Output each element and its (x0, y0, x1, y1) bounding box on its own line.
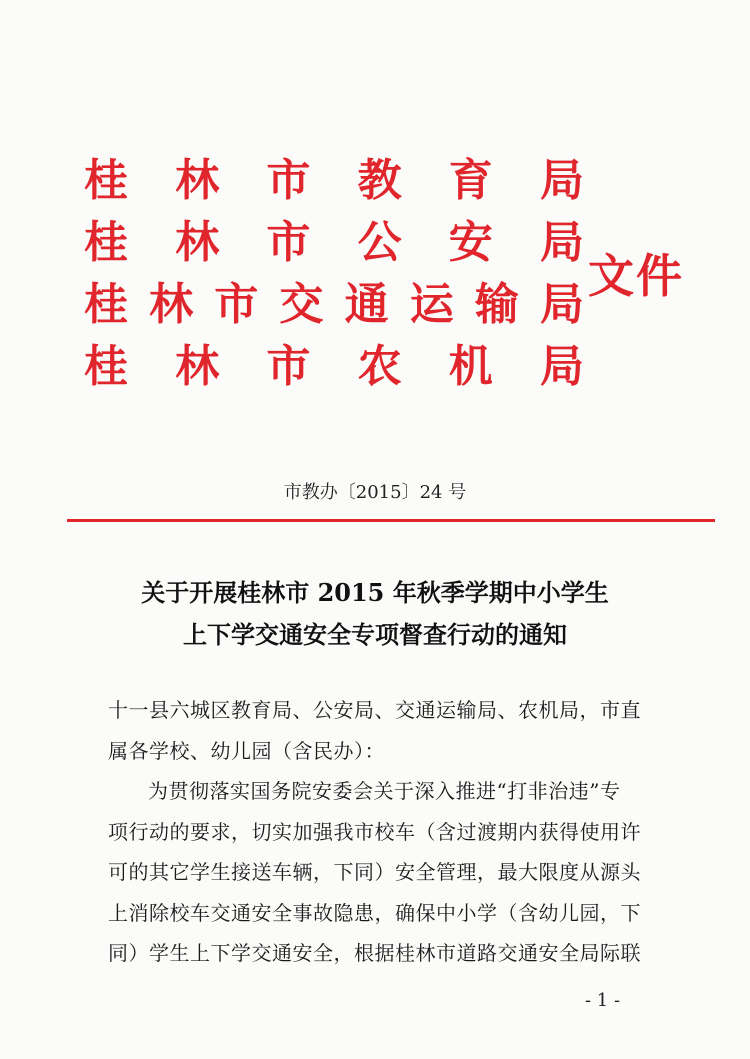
issuer-public-security-bureau: 桂 林 市 公 安 局 (84, 217, 584, 268)
document-number: 市教办〔2015〕24 号 (283, 482, 467, 503)
title-line-2: 上下学交通安全专项督查行动的通知 (183, 620, 567, 649)
document-label: 文件 (588, 249, 684, 303)
notice-title (0, 572, 750, 656)
body-line: 为贯彻落实国务院安委会关于深入推进“打非治违”专 (148, 779, 621, 803)
body-line: 上消除校车交通安全事故隐患，确保中小学（含幼儿园，下 (108, 900, 641, 925)
issuer-education-bureau: 桂 林 市 教 育 局 (84, 155, 584, 206)
issuing-authorities (84, 150, 584, 398)
body-line: 十一县六城区教育局、公安局、交通运输局、农机局，市直 (108, 698, 641, 722)
page-number: - 1 - (585, 990, 621, 1011)
title-line-1: 关于开展桂林市 2015 年秋季学期中小学生 (141, 578, 609, 607)
body-line: 项行动的要求，切实加强我市校车（含过渡期内获得使用许 (108, 819, 641, 844)
red-divider (67, 519, 715, 522)
issuer-agricultural-machinery-bureau: 桂 林 市 农 机 局 (84, 341, 584, 392)
body-line: 同）学生上下学交通安全，根据桂林市道路交通安全局际联 (108, 941, 641, 965)
body-line: 可的其它学生接送车辆，下同）安全管理，最大限度从源头 (108, 860, 641, 884)
issuer-transport-bureau: 桂 林 市 交 通 运 输 局 (84, 279, 584, 330)
body-line: 属各学校、幼儿园（含民办）： (108, 738, 385, 763)
notice-body (108, 690, 648, 974)
